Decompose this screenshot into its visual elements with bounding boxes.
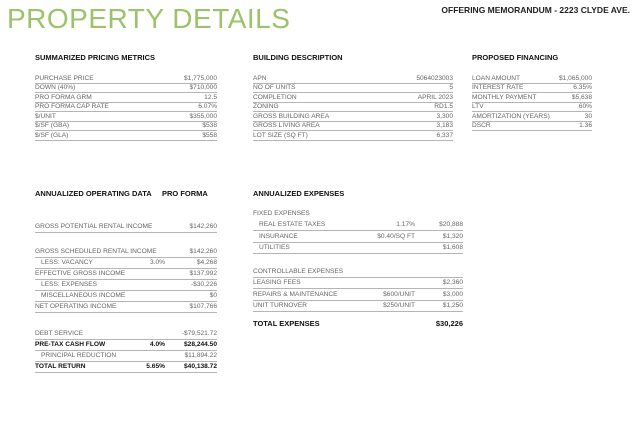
total-expenses-label: TOTAL EXPENSES: [253, 319, 320, 329]
expense-row: [253, 289, 463, 301]
row-value: $40,138.72: [183, 363, 217, 370]
row-value: -$79,521.72: [181, 330, 217, 337]
row-label: APN: [253, 74, 267, 82]
pricing-row: [35, 93, 217, 103]
pricing-row: [35, 112, 217, 122]
row-label: PRO FORMA GRM: [35, 93, 92, 101]
row-value: RD1.5: [434, 103, 453, 111]
building-rows: [253, 74, 453, 141]
row-value: 6.07%: [198, 103, 217, 111]
row-rate: $250/UNIT: [383, 302, 415, 310]
pricing-row: [35, 103, 217, 113]
row-value: $20,888: [439, 221, 463, 229]
memorandum-label: OFFERING MEMORANDUM - 2223 CLYDE AVE.: [441, 5, 630, 15]
expense-row: [253, 220, 463, 232]
building-section: [253, 52, 453, 141]
pricing-row: [35, 74, 217, 84]
row-label: REPAIRS & MAINTENANCE: [253, 290, 338, 298]
row-label: UTILITIES: [259, 244, 290, 252]
row-label: GROSS BUILDING AREA: [253, 112, 330, 120]
row-value: $142,260: [189, 223, 217, 230]
fixed-expenses-label: FIXED EXPENSES: [253, 210, 310, 218]
controllable-expenses-label: CONTROLLABLE EXPENSES: [253, 266, 463, 278]
row-label: $/SF (GLA): [35, 131, 69, 139]
operating-header: [35, 188, 217, 200]
row-value: 1.36: [579, 122, 592, 130]
row-label: INSURANCE: [259, 232, 298, 240]
row-rate: $0.40/SQ FT: [377, 232, 415, 240]
pricing-row: [35, 122, 217, 132]
row-label: COMPLETION: [253, 93, 297, 101]
expense-row: [253, 243, 463, 255]
financing-row: [472, 112, 592, 122]
row-value: $1,608: [442, 244, 463, 252]
row-label: REAL ESTATE TAXES: [259, 221, 326, 229]
row-value: $1,775,000: [183, 74, 217, 82]
row-value: -$30,226: [190, 281, 217, 288]
row-label: GROSS SCHEDULED RENTAL INCOME: [35, 248, 157, 255]
row-value: $5,638: [571, 93, 592, 101]
fixed-expenses: [253, 208, 463, 254]
row-value: $3,000: [442, 290, 463, 298]
expense-row: [253, 231, 463, 243]
operating-heading: ANNUALIZED OPERATING DATA: [35, 189, 152, 198]
row-pct: 5.65%: [146, 363, 165, 370]
pricing-heading: SUMMARIZED PRICING METRICS: [35, 53, 155, 62]
row-label: NO OF UNITS: [253, 84, 296, 92]
building-row: [253, 93, 453, 103]
row-label: ZONING: [253, 103, 279, 111]
row-label: LTV: [472, 103, 484, 111]
financing-row: [472, 74, 592, 84]
return-row: [35, 351, 217, 362]
operating-row: [35, 291, 217, 302]
row-label: GROSS LIVING AREA: [253, 122, 320, 130]
return-row: [35, 340, 217, 351]
financing-rows: [472, 74, 592, 131]
pricing-row: [35, 131, 217, 141]
row-value: 5: [449, 84, 453, 92]
page-title: PROPERTY DETAILS: [7, 3, 291, 34]
row-label: $/SF (GBA): [35, 122, 70, 130]
building-row: [253, 84, 453, 94]
row-label: $/UNIT: [35, 112, 56, 120]
expenses-section: [253, 188, 463, 330]
operating-row: [35, 247, 217, 258]
row-value: $710,000: [189, 84, 217, 92]
row-value: $4,268: [196, 259, 217, 266]
row-value: $107,766: [189, 303, 217, 310]
row-value: $137,992: [189, 270, 217, 277]
row-label: LEASING FEES: [253, 279, 301, 287]
row-value: $2,360: [442, 279, 463, 287]
row-value: 5064023003: [416, 74, 453, 82]
row-value: 6,337: [436, 131, 453, 139]
row-value: $1,065,000: [558, 74, 592, 82]
row-value: $558: [202, 131, 217, 139]
operating-subheading: PRO FORMA: [162, 189, 208, 198]
expense-row: [253, 301, 463, 313]
row-label: LESS: VACANCY: [41, 259, 93, 266]
row-value: 12.5: [204, 93, 217, 101]
row-value: $142,260: [189, 248, 217, 255]
row-label: DOWN (40%): [35, 84, 76, 92]
row-value: APRIL 2023: [417, 93, 453, 101]
controllable-expenses: [253, 266, 463, 312]
total-expenses-value: $30,226: [435, 319, 463, 329]
financing-heading: PROPOSED FINANCING: [472, 53, 559, 62]
row-rate: 1.17%: [396, 221, 415, 229]
financing-row: [472, 122, 592, 132]
row-rate: $600/UNIT: [383, 290, 415, 298]
return-rows: [35, 329, 217, 373]
pricing-row: [35, 84, 217, 94]
row-value: 30: [584, 112, 592, 120]
building-row: [253, 131, 453, 141]
pricing-section: [35, 52, 217, 141]
row-pct: 4.0%: [149, 341, 165, 348]
financing-section: [472, 52, 592, 131]
row-label: MISCELLANEOUS INCOME: [41, 292, 126, 299]
row-value: $11,894.22: [184, 352, 217, 359]
operating-row: [35, 280, 217, 291]
building-row: [253, 122, 453, 132]
row-pct: 3.0%: [149, 259, 165, 266]
return-row: [35, 329, 217, 340]
expenses-heading: ANNUALIZED EXPENSES: [253, 189, 345, 198]
building-heading: BUILDING DESCRIPTION: [253, 53, 343, 62]
operating-row: [35, 258, 217, 269]
operating-row: [35, 269, 217, 280]
row-label: UNIT TURNOVER: [253, 302, 307, 310]
row-label: INTEREST RATE: [472, 84, 524, 92]
row-label: PRO FORMA CAP RATE: [35, 103, 109, 111]
total-expenses-row: [253, 318, 463, 330]
operating-row: [35, 302, 217, 313]
financing-row: [472, 84, 592, 94]
pricing-rows: [35, 74, 217, 141]
row-label: DSCR: [472, 122, 491, 130]
row-label: LESS: EXPENSES: [41, 281, 98, 288]
row-value: $355,000: [189, 112, 217, 120]
row-label: DEBT SERVICE: [35, 330, 84, 337]
row-label: TOTAL RETURN: [35, 363, 86, 370]
row-value: $0: [209, 292, 217, 299]
operating-row: [35, 222, 217, 233]
financing-row: [472, 93, 592, 103]
building-row: [253, 112, 453, 122]
return-row: [35, 362, 217, 373]
building-row: [253, 103, 453, 113]
row-label: GROSS POTENTIAL RENTAL INCOME: [35, 223, 153, 230]
row-label: LOT SIZE (SQ FT): [253, 131, 308, 139]
row-value: 3,183: [436, 122, 453, 130]
row-value: $28,244.50: [183, 341, 217, 348]
row-value: $538: [202, 122, 217, 130]
row-value: 6.35%: [573, 84, 592, 92]
row-value: 3,300: [436, 112, 453, 120]
row-label: NET OPERATING INCOME: [35, 303, 117, 310]
row-label: PRE-TAX CASH FLOW: [35, 341, 106, 348]
row-label: AMORTIZATION (YEARS): [472, 112, 550, 120]
expense-row: [253, 278, 463, 290]
row-value: 60%: [578, 103, 592, 111]
row-label: PRINCIPAL REDUCTION: [41, 352, 117, 359]
row-label: MONTHLY PAYMENT: [472, 93, 537, 101]
financing-row: [472, 103, 592, 113]
row-label: LOAN AMOUNT: [472, 74, 520, 82]
operating-section: [35, 188, 217, 373]
row-label: PURCHASE PRICE: [35, 74, 94, 82]
row-value: $1,320: [442, 232, 463, 240]
row-value: $1,250: [442, 302, 463, 310]
row-label: EFFECTIVE GROSS INCOME: [35, 270, 126, 277]
building-row: [253, 74, 453, 84]
operating-rows: [35, 222, 217, 313]
